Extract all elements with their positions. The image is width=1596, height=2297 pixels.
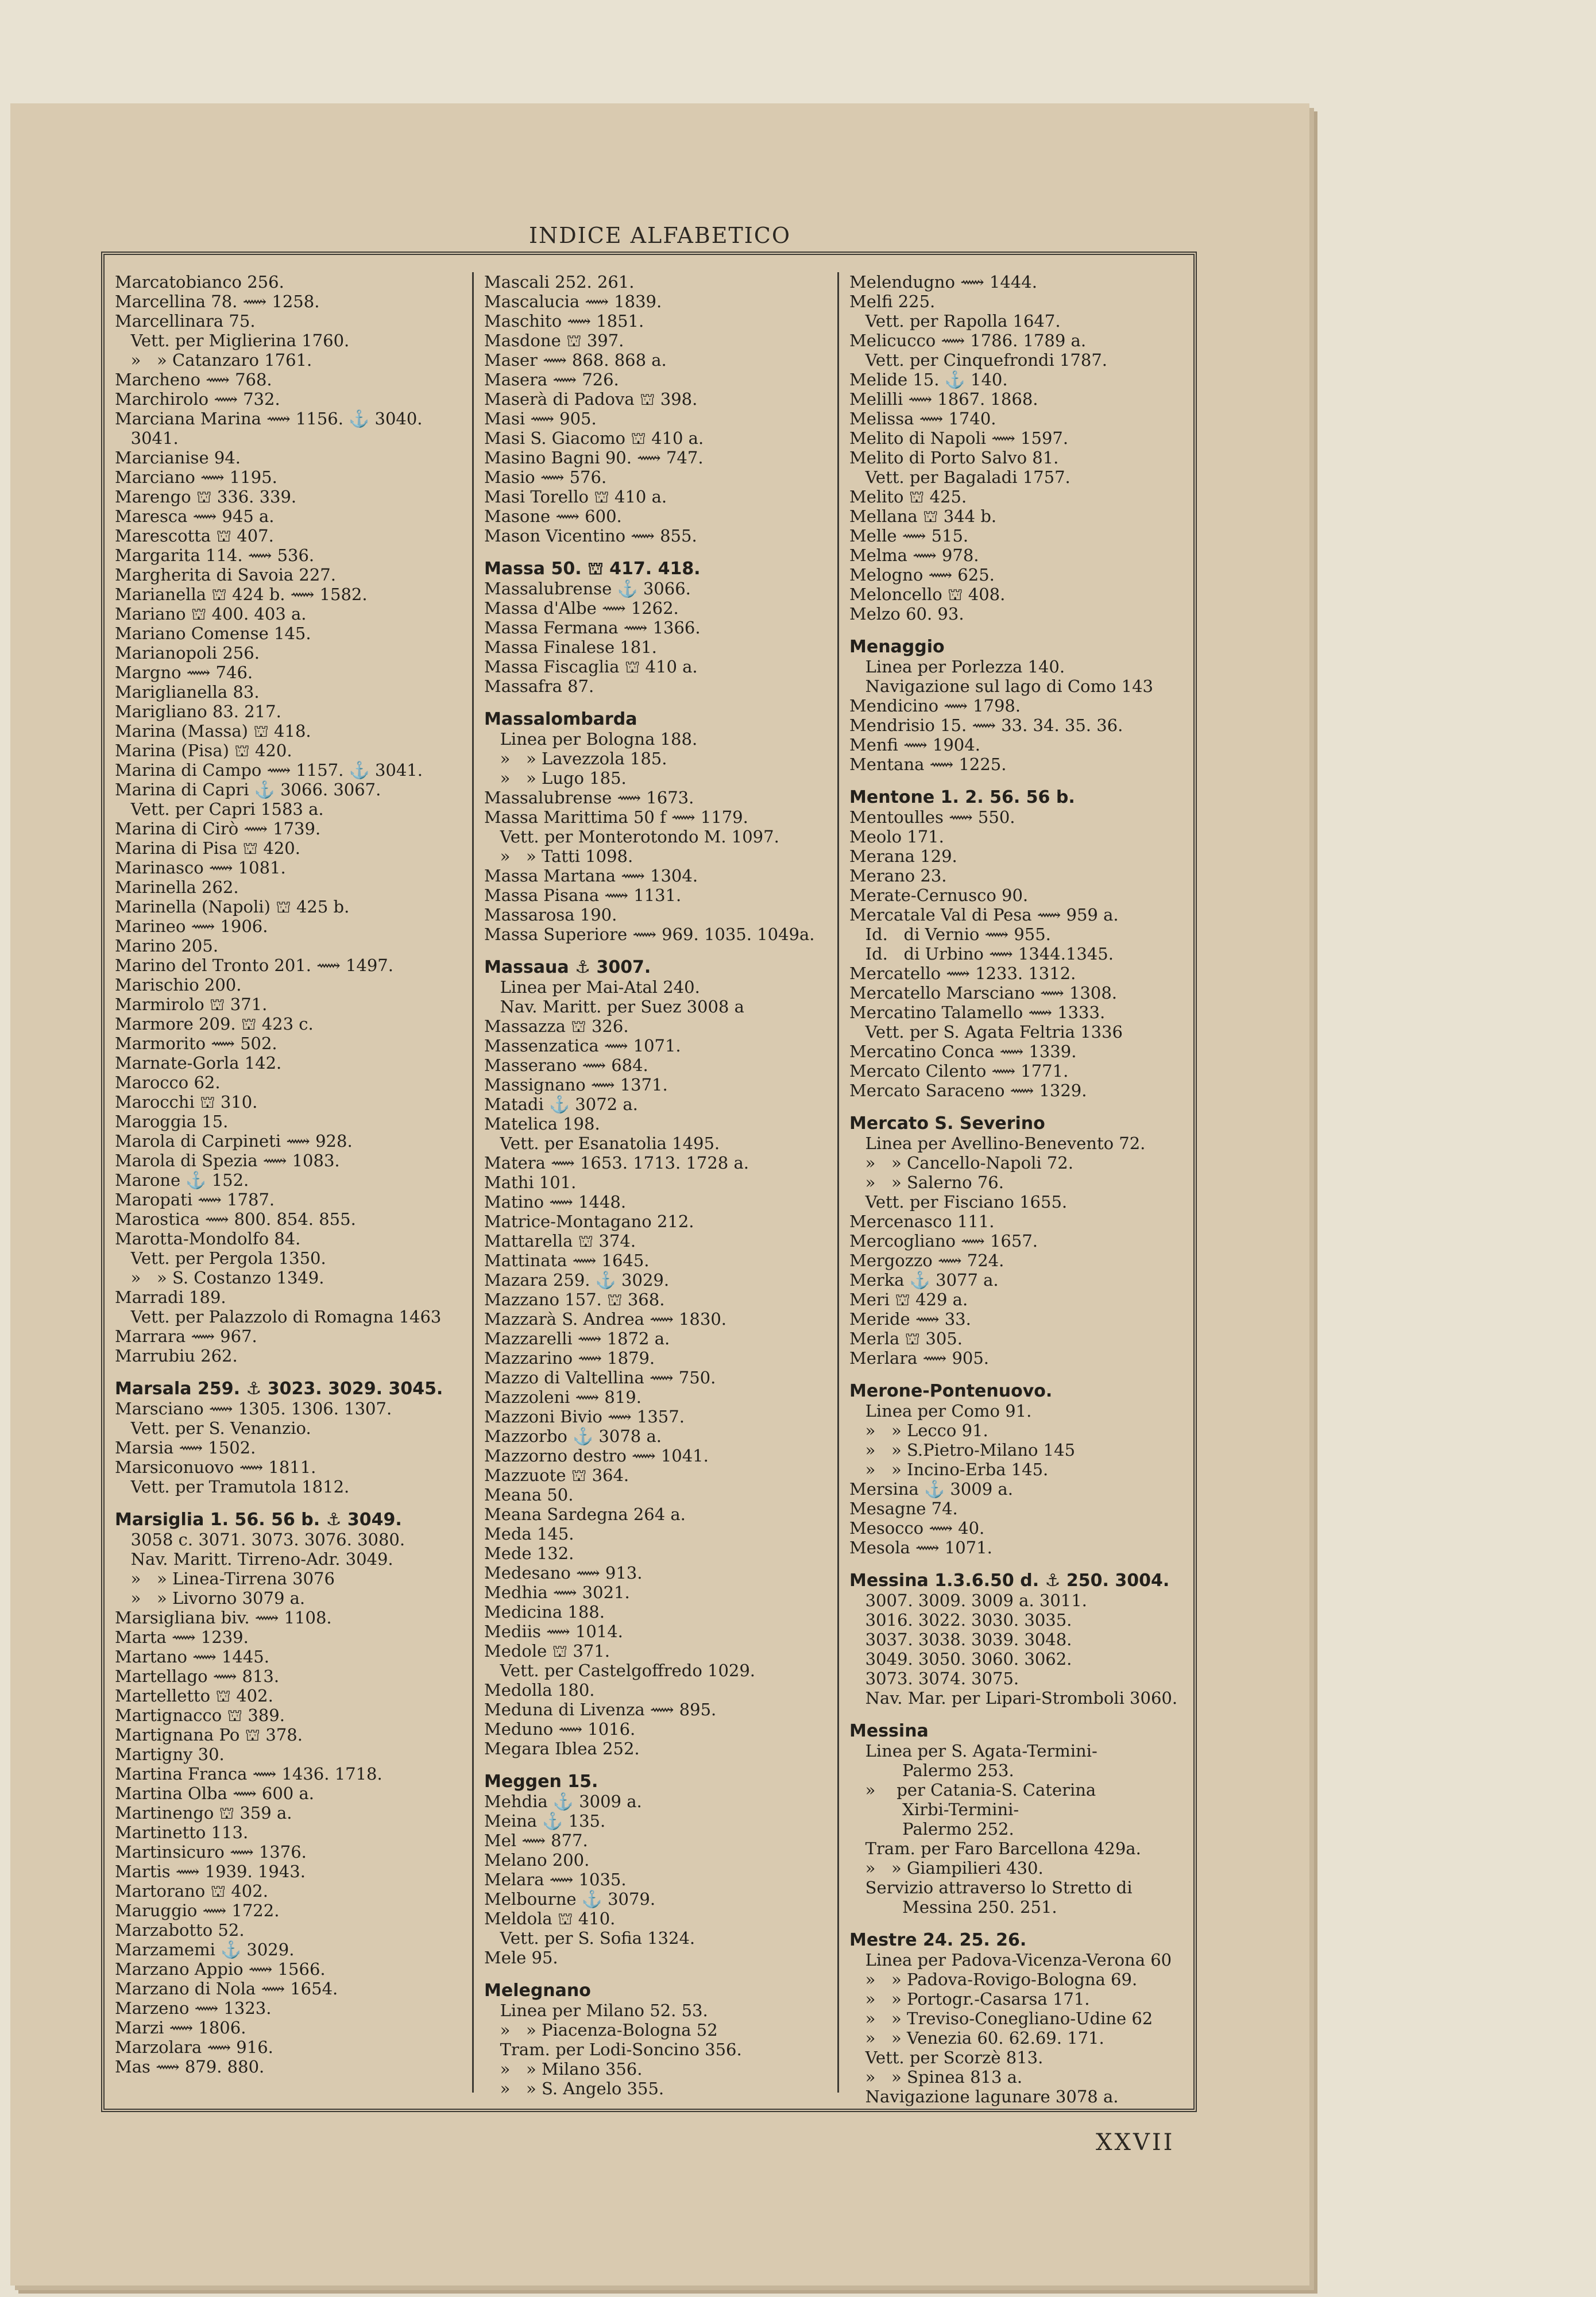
index-entry: Marinella (Napoli) ⛫ 425 b.	[115, 897, 350, 917]
index-entry: Linea per S. Agata-Termini-	[849, 1741, 1098, 1761]
index-entry: Mehdia ⚓ 3009 a.	[484, 1792, 642, 1811]
index-entry: Marzi ⟿ 1806.	[115, 2018, 246, 2037]
index-entry: Massalombarda	[484, 709, 637, 729]
index-entry: Vett. per Bagaladi 1757.	[849, 467, 1071, 487]
index-column-2	[472, 272, 834, 2098]
index-entry: Massa Superiore ⟿ 969. 1035. 1049a.	[484, 925, 815, 944]
index-entry: Massignano ⟿ 1371.	[484, 1075, 668, 1095]
index-entry: Vett. per Cinquefrondi 1787.	[849, 350, 1108, 370]
index-entry: Mazzarelli ⟿ 1872 a.	[484, 1329, 670, 1348]
index-entry: Marsiglia 1. 56. 56 b. ⚓ 3049.	[115, 1510, 402, 1530]
index-entry: 3041.	[115, 428, 179, 448]
index-entry: Marola di Spezia ⟿ 1083.	[115, 1151, 340, 1170]
index-entry: Messina 250. 251.	[849, 1897, 1057, 1917]
index-entry: Margarita 114. ⟿ 536.	[115, 546, 315, 565]
index-entry: Marina di Cirò ⟿ 1739.	[115, 819, 321, 838]
index-entry: Marocco 62.	[115, 1073, 221, 1092]
index-entry: Melissa ⟿ 1740.	[849, 409, 996, 428]
index-entry: Marostica ⟿ 800. 854. 855.	[115, 1209, 356, 1229]
index-entry: Marmorito ⟿ 502.	[115, 1034, 277, 1053]
index-entry: Massa Marittima 50 f ⟿ 1179.	[484, 807, 748, 827]
index-entry: Navigazione lagunare 3078 a.	[849, 2087, 1119, 2106]
index-entry: Marzano Appio ⟿ 1566.	[115, 1959, 326, 1979]
index-entry: Melilli ⟿ 1867. 1868.	[849, 389, 1038, 409]
index-entry: » » Catanzaro 1761.	[115, 350, 312, 370]
index-entry: Mersina ⚓ 3009 a.	[849, 1479, 1013, 1499]
index-entry: Marzabotto 52.	[115, 1920, 245, 1940]
index-entry: Mattinata ⟿ 1645.	[484, 1251, 650, 1270]
index-entry: 3037. 3038. 3039. 3048.	[849, 1630, 1072, 1649]
book-page	[10, 103, 1309, 2286]
index-entry: Mazara 259. ⚓ 3029.	[484, 1270, 670, 1290]
index-entry: Medolla 180.	[484, 1680, 595, 1700]
index-entry: Vett. per Tramutola 1812.	[115, 1477, 350, 1496]
index-entry: Massa Fiscaglia ⛫ 410 a.	[484, 657, 698, 676]
index-entry: » » Incino-Erba 145.	[849, 1460, 1049, 1479]
index-entry: Matelica 198.	[484, 1114, 600, 1134]
index-entry: Martina Franca ⟿ 1436. 1718.	[115, 1764, 382, 1784]
index-entry: Marradi 189.	[115, 1287, 226, 1307]
index-entry: Martinengo ⛫ 359 a.	[115, 1803, 292, 1823]
index-entry: Id. di Urbino ⟿ 1344.1345.	[849, 944, 1114, 964]
index-entry: Marola di Carpineti ⟿ 928.	[115, 1131, 353, 1151]
index-entry: Marnate-Gorla 142.	[115, 1053, 282, 1073]
index-entry: Xirbi-Termini-	[849, 1800, 1019, 1819]
index-entry: Medesano ⟿ 913.	[484, 1563, 643, 1583]
index-entry: Massazza ⛫ 326.	[484, 1016, 629, 1036]
index-entry: Medicina 188.	[484, 1602, 605, 1622]
index-entry: Melzo 60. 93.	[849, 604, 964, 624]
index-entry: Navigazione sul lago di Como 143	[849, 676, 1153, 696]
index-entry: Merka ⚓ 3077 a.	[849, 1270, 999, 1290]
index-entry: Marinasco ⟿ 1081.	[115, 858, 286, 877]
index-entry: » » Linea-Tirrena 3076	[115, 1569, 335, 1588]
index-entry: Mellana ⛫ 344 b.	[849, 506, 997, 526]
index-entry: Mariano ⛫ 400. 403 a.	[115, 604, 307, 624]
index-entry: » » Lecco 91.	[849, 1421, 988, 1440]
index-entry: Marina (Massa) ⛫ 418.	[115, 721, 311, 741]
index-entry: Marigliano 83. 217.	[115, 702, 281, 721]
index-entry: Mel ⟿ 877.	[484, 1831, 588, 1850]
index-entry: Massenzatica ⟿ 1071.	[484, 1036, 681, 1055]
index-entry: Mercatello ⟿ 1233. 1312.	[849, 964, 1076, 983]
index-entry: Nav. Maritt. Tirreno-Adr. 3049.	[115, 1549, 393, 1569]
index-entry: Palermo 253.	[849, 1761, 1014, 1780]
index-entry: » » Venezia 60. 62.69. 171.	[849, 2028, 1104, 2048]
index-entry: Masserano ⟿ 684.	[484, 1055, 648, 1075]
index-entry: Martinetto 113.	[115, 1823, 249, 1842]
index-entry: Massaua ⚓ 3007.	[484, 957, 651, 977]
index-entry: Mentoulles ⟿ 550.	[849, 807, 1015, 827]
index-entry: Marzolara ⟿ 916.	[115, 2037, 273, 2057]
index-entry: » » Lavezzola 185.	[484, 749, 667, 768]
index-entry: Linea per Padova-Vicenza-Verona 60	[849, 1950, 1172, 1970]
index-column-1	[105, 272, 469, 2093]
index-entry: Vett. per Fisciano 1655.	[849, 1192, 1068, 1212]
index-entry: » » Salerno 76.	[849, 1173, 1004, 1192]
index-entry: Melfi 225.	[849, 292, 936, 311]
index-entry: Martignacco ⛫ 389.	[115, 1706, 285, 1725]
index-entry: Mesola ⟿ 1071.	[849, 1538, 992, 1557]
index-entry: Masi ⟿ 905.	[484, 409, 597, 428]
index-entry: Marmirolo ⛫ 371.	[115, 995, 268, 1014]
index-entry: Merana 129.	[849, 846, 957, 866]
index-entry: Massa Martana ⟿ 1304.	[484, 866, 698, 885]
index-entry: Masi Torello ⛫ 410 a.	[484, 487, 667, 506]
index-entry: Mazzo di Valtellina ⟿ 750.	[484, 1368, 716, 1387]
index-entry: Merla ⛫ 305.	[849, 1329, 963, 1348]
index-entry: Vett. per Capri 1583 a.	[115, 799, 324, 819]
index-entry: Mariano Comense 145.	[115, 624, 311, 643]
index-entry: 3058 c. 3071. 3073. 3076. 3080.	[115, 1530, 405, 1549]
index-entry: Melbourne ⚓ 3079.	[484, 1889, 656, 1909]
index-entry: Meana 50.	[484, 1485, 574, 1505]
index-entry: Mercato Cilento ⟿ 1771.	[849, 1061, 1069, 1081]
index-entry: Vett. per Miglierina 1760.	[115, 331, 350, 350]
index-entry: Marsigliana biv. ⟿ 1108.	[115, 1608, 332, 1627]
index-entry: Masio ⟿ 576.	[484, 467, 607, 487]
index-entry: Melano 200.	[484, 1850, 590, 1870]
index-entry: Merate-Cernusco 90.	[849, 885, 1029, 905]
index-entry: 3016. 3022. 3030. 3035.	[849, 1610, 1072, 1630]
index-entry: Masera ⟿ 726.	[484, 370, 619, 389]
index-entry: Marciana Marina ⟿ 1156. ⚓ 3040.	[115, 409, 423, 428]
index-entry: Maser ⟿ 868. 868 a.	[484, 350, 667, 370]
index-entry: Linea per Porlezza 140.	[849, 657, 1065, 676]
index-entry: Mason Vicentino ⟿ 855.	[484, 526, 697, 546]
index-entry: Marmore 209. ⛫ 423 c.	[115, 1014, 314, 1034]
index-entry: Tram. per Faro Barcellona 429a.	[849, 1839, 1141, 1858]
index-entry: Marino del Tronto 201. ⟿ 1497.	[115, 956, 393, 975]
index-entry: » » Tatti 1098.	[484, 846, 633, 866]
index-entry: Marengo ⛫ 336. 339.	[115, 487, 297, 506]
index-entry: Mercatale Val di Pesa ⟿ 959 a.	[849, 905, 1119, 925]
index-entry: Meri ⛫ 429 a.	[849, 1290, 968, 1309]
index-entry: Massa d'Albe ⟿ 1262.	[484, 598, 679, 618]
index-entry: Medole ⛫ 371.	[484, 1641, 610, 1661]
index-entry: Massa Fermana ⟿ 1366.	[484, 618, 701, 637]
index-entry: Maserà di Padova ⛫ 398.	[484, 389, 698, 409]
index-entry: Marineo ⟿ 1906.	[115, 917, 268, 936]
index-entry: Mazzorno destro ⟿ 1041.	[484, 1446, 709, 1465]
index-entry: Mesagne 74.	[849, 1499, 958, 1518]
index-entry: Linea per Bologna 188.	[484, 729, 698, 749]
index-entry: Maschito ⟿ 1851.	[484, 311, 644, 331]
index-entry: Messina	[849, 1721, 929, 1741]
index-entry: Marsala 259. ⚓ 3023. 3029. 3045.	[115, 1379, 443, 1399]
index-entry: » per Catania-S. Caterina	[849, 1780, 1096, 1800]
index-entry: Mazzarà S. Andrea ⟿ 1830.	[484, 1309, 727, 1329]
index-entry: Mathi 101.	[484, 1173, 577, 1192]
index-entry: Marina di Capri ⚓ 3066. 3067.	[115, 780, 381, 799]
index-entry: Maroggia 15.	[115, 1112, 229, 1131]
index-entry: Mercato Saraceno ⟿ 1329.	[849, 1081, 1087, 1100]
index-table	[101, 252, 1197, 2112]
index-entry: Linea per Mai-Atal 240.	[484, 977, 700, 997]
index-entry: Marischio 200.	[115, 975, 242, 995]
index-entry: Marcellinara 75.	[115, 311, 256, 331]
index-entry: Matino ⟿ 1448.	[484, 1192, 627, 1212]
index-entry: Marinella 262.	[115, 877, 239, 897]
index-entry: Marrubiu 262.	[115, 1346, 238, 1366]
index-entry: Mercogliano ⟿ 1657.	[849, 1231, 1038, 1251]
index-entry: Massa Pisana ⟿ 1131.	[484, 885, 682, 905]
index-entry: Meina ⚓ 135.	[484, 1811, 606, 1831]
index-entry: Marcellina 78. ⟿ 1258.	[115, 292, 320, 311]
index-entry: » » S. Costanzo 1349.	[115, 1268, 324, 1287]
index-entry: Meldola ⛫ 410.	[484, 1909, 616, 1928]
index-entry: » » Padova-Rovigo-Bologna 69.	[849, 1970, 1138, 1989]
index-entry: » » S.Pietro-Milano 145	[849, 1440, 1076, 1460]
index-entry: Merlara ⟿ 905.	[849, 1348, 990, 1368]
index-entry: Melito ⛫ 425.	[849, 487, 967, 506]
index-entry: Masino Bagni 90. ⟿ 747.	[484, 448, 704, 467]
index-entry: Matadi ⚓ 3072 a.	[484, 1095, 638, 1114]
index-entry: Marchirolo ⟿ 732.	[115, 389, 280, 409]
index-entry: Melito di Napoli ⟿ 1597.	[849, 428, 1069, 448]
index-entry: Mele 95.	[484, 1948, 558, 1967]
index-entry: Meggen 15.	[484, 1772, 598, 1792]
index-entry: Marciano ⟿ 1195.	[115, 467, 277, 487]
index-entry: Marino 205.	[115, 936, 219, 956]
index-entry: Martinsicuro ⟿ 1376.	[115, 1842, 307, 1862]
index-entry: Marianella ⛫ 424 b. ⟿ 1582.	[115, 585, 368, 604]
index-entry: Masdone ⛫ 397.	[484, 331, 624, 350]
index-entry: Vett. per Castelgoffredo 1029.	[484, 1661, 756, 1680]
index-entry: Masone ⟿ 600.	[484, 506, 622, 526]
index-entry: Martina Olba ⟿ 600 a.	[115, 1784, 314, 1803]
index-entry: Maruggio ⟿ 1722.	[115, 1901, 280, 1920]
index-entry: » » Piacenza-Bologna 52	[484, 2020, 718, 2040]
index-entry: Tram. per Lodi-Soncino 356.	[484, 2040, 742, 2059]
index-entry: Mazzarino ⟿ 1879.	[484, 1348, 655, 1368]
index-entry: Marrara ⟿ 967.	[115, 1327, 257, 1346]
index-entry: » » Portogr.-Casarsa 171.	[849, 1989, 1090, 2009]
index-entry: » » Treviso-Conegliano-Udine 62	[849, 2009, 1153, 2028]
index-entry: Marone ⚓ 152.	[115, 1170, 249, 1190]
index-entry: Marzeno ⟿ 1323.	[115, 1998, 272, 2018]
index-entry: Vett. per Palazzolo di Romagna 1463	[115, 1307, 442, 1327]
index-entry: Marianopoli 256.	[115, 643, 260, 663]
index-entry: Martignana Po ⛫ 378.	[115, 1725, 303, 1745]
index-entry: Marescotta ⛫ 407.	[115, 526, 274, 546]
index-entry: Mestre 24. 25. 26.	[849, 1930, 1027, 1950]
index-entry: Mede 132.	[484, 1544, 574, 1563]
index-entry: Marina (Pisa) ⛫ 420.	[115, 741, 292, 760]
index-entry: Mazzorbo ⚓ 3078 a.	[484, 1426, 662, 1446]
index-entry: Melogno ⟿ 625.	[849, 565, 995, 585]
index-entry: Mariglianella 83.	[115, 682, 260, 702]
index-entry: Massarosa 190.	[484, 905, 617, 925]
index-entry: Massalubrense ⚓ 3066.	[484, 579, 691, 598]
index-entry: Mendicino ⟿ 1798.	[849, 696, 1021, 716]
index-entry: Palermo 252.	[849, 1819, 1014, 1839]
index-entry: Melicucco ⟿ 1786. 1789 a.	[849, 331, 1087, 350]
index-entry: Mentana ⟿ 1225.	[849, 755, 1007, 774]
index-entry: Linea per Milano 52. 53.	[484, 2001, 708, 2020]
index-entry: Vett. per S. Sofia 1324.	[484, 1928, 695, 1948]
index-entry: Messina 1.3.6.50 d. ⚓ 250. 3004.	[849, 1571, 1170, 1591]
index-entry: Servizio attraverso lo Stretto di	[849, 1878, 1133, 1897]
index-entry: Mendrisio 15. ⟿ 33. 34. 35. 36.	[849, 716, 1123, 735]
index-entry: Mentone 1. 2. 56. 56 b.	[849, 787, 1075, 807]
index-entry: Marcatobianco 256.	[115, 272, 284, 292]
index-entry: Martelletto ⛫ 402.	[115, 1686, 273, 1706]
index-entry: Meda 145.	[484, 1524, 574, 1544]
index-entry: Masi S. Giacomo ⛫ 410 a.	[484, 428, 704, 448]
index-entry: Melegnano	[484, 1981, 591, 2001]
index-entry: Martigny 30.	[115, 1745, 225, 1764]
index-entry: Massa Finalese 181.	[484, 637, 657, 657]
index-entry: Marsciano ⟿ 1305. 1306. 1307.	[115, 1399, 392, 1418]
index-entry: Id. di Vernio ⟿ 955.	[849, 925, 1051, 944]
index-entry: Vett. per Monterotondo M. 1097.	[484, 827, 779, 846]
index-entry: Marzamemi ⚓ 3029.	[115, 1940, 295, 1959]
index-entry: Merano 23.	[849, 866, 947, 885]
index-entry: Mediis ⟿ 1014.	[484, 1622, 623, 1641]
index-entry: Massalubrense ⟿ 1673.	[484, 788, 694, 807]
index-entry: Megara Iblea 252.	[484, 1739, 640, 1758]
index-entry: Maresca ⟿ 945 a.	[115, 506, 275, 526]
page-number: XXVII	[1096, 2129, 1175, 2156]
index-entry: Melide 15. ⚓ 140.	[849, 370, 1008, 389]
index-entry: Melendugno ⟿ 1444.	[849, 272, 1037, 292]
index-entry: Matera ⟿ 1653. 1713. 1728 a.	[484, 1153, 749, 1173]
index-entry: Mercato S. Severino	[849, 1113, 1045, 1134]
index-entry: Vett. per Pergola 1350.	[115, 1248, 326, 1268]
index-entry: Marotta-Mondolfo 84.	[115, 1229, 301, 1248]
index-entry: Marta ⟿ 1239.	[115, 1627, 249, 1647]
index-entry: Mascali 252. 261.	[484, 272, 635, 292]
index-entry: Marsiconuovo ⟿ 1811.	[115, 1457, 316, 1477]
index-entry: Meolo 171.	[849, 827, 944, 846]
index-entry: Melma ⟿ 978.	[849, 546, 979, 565]
index-entry: Menfi ⟿ 1904.	[849, 735, 980, 755]
index-entry: Mas ⟿ 879. 880.	[115, 2057, 265, 2076]
index-entry: Menaggio	[849, 637, 945, 657]
index-entry: Vett. per Scorzè 813.	[849, 2048, 1044, 2067]
index-entry: Martano ⟿ 1445.	[115, 1647, 269, 1666]
index-entry: Meride ⟿ 33.	[849, 1309, 971, 1329]
index-entry: Marcheno ⟿ 768.	[115, 370, 272, 389]
index-entry: Meloncello ⛫ 408.	[849, 585, 1006, 604]
index-entry: Marzano di Nola ⟿ 1654.	[115, 1979, 338, 1998]
index-entry: Maropati ⟿ 1787.	[115, 1190, 275, 1209]
index-entry: Margherita di Savoia 227.	[115, 565, 336, 585]
index-entry: Mazzoni Bivio ⟿ 1357.	[484, 1407, 685, 1426]
index-entry: Massafra 87.	[484, 676, 594, 696]
index-entry: Melara ⟿ 1035.	[484, 1870, 627, 1889]
index-entry: Margno ⟿ 746.	[115, 663, 253, 682]
index-entry: Melle ⟿ 515.	[849, 526, 969, 546]
index-entry: Mascalucia ⟿ 1839.	[484, 292, 662, 311]
index-entry: » » Livorno 3079 a.	[115, 1588, 306, 1608]
index-entry: Mazzano 157. ⛫ 368.	[484, 1290, 665, 1309]
index-entry: Marina di Pisa ⛫ 420.	[115, 838, 300, 858]
index-entry: Meana Sardegna 264 a.	[484, 1505, 686, 1524]
index-entry: Linea per Como 91.	[849, 1401, 1032, 1421]
index-entry: Marsia ⟿ 1502.	[115, 1438, 256, 1457]
index-entry: Vett. per S. Agata Feltria 1336	[849, 1022, 1123, 1042]
page-title: INDICE ALFABETICO	[528, 223, 791, 248]
index-entry: Mercatello Marsciano ⟿ 1308.	[849, 983, 1117, 1003]
index-entry: Mercenasco 111.	[849, 1212, 995, 1231]
index-entry: Mazzuote ⛫ 364.	[484, 1465, 629, 1485]
index-entry: » » Cancello-Napoli 72.	[849, 1153, 1073, 1173]
index-entry: 3007. 3009. 3009 a. 3011.	[849, 1591, 1087, 1610]
index-entry: Marocchi ⛫ 310.	[115, 1092, 258, 1112]
index-entry: Meduno ⟿ 1016.	[484, 1719, 636, 1739]
index-entry: Meduna di Livenza ⟿ 895.	[484, 1700, 717, 1719]
index-entry: Marina di Campo ⟿ 1157. ⚓ 3041.	[115, 760, 423, 780]
index-entry: » » Spinea 813 a.	[849, 2067, 1023, 2087]
index-entry: » » S. Angelo 355.	[484, 2079, 664, 2098]
index-entry: Mazzoleni ⟿ 819.	[484, 1387, 642, 1407]
index-entry: Mergozzo ⟿ 724.	[849, 1251, 1004, 1270]
index-entry: Mesocco ⟿ 40.	[849, 1518, 985, 1538]
index-entry: Matrice-Montagano 212.	[484, 1212, 694, 1231]
index-entry: Vett. per Rapolla 1647.	[849, 311, 1061, 331]
index-entry: Vett. per S. Venanzio.	[115, 1418, 311, 1438]
index-entry: Martis ⟿ 1939. 1943.	[115, 1862, 306, 1881]
index-entry: Vett. per Esanatolia 1495.	[484, 1134, 720, 1153]
index-entry: Mercatino Conca ⟿ 1339.	[849, 1042, 1077, 1061]
index-entry: Mercatino Talamello ⟿ 1333.	[849, 1003, 1106, 1022]
index-entry: » » Giampilieri 430.	[849, 1858, 1044, 1878]
index-entry: Mattarella ⛫ 374.	[484, 1231, 636, 1251]
index-entry: Medhia ⟿ 3021.	[484, 1583, 630, 1602]
index-entry: 3073. 3074. 3075.	[849, 1669, 1019, 1688]
index-entry: Linea per Avellino-Benevento 72.	[849, 1134, 1146, 1153]
index-entry: » » Lugo 185.	[484, 768, 627, 788]
index-entry: Massa 50. ⛫ 417. 418.	[484, 559, 701, 579]
index-entry: Merone-Pontenuovo.	[849, 1381, 1053, 1401]
index-entry: » » Milano 356.	[484, 2059, 643, 2079]
index-entry: Martorano ⛫ 402.	[115, 1881, 268, 1901]
index-entry: 3049. 3050. 3060. 3062.	[849, 1649, 1072, 1669]
index-entry: Marcianise 94.	[115, 448, 241, 467]
index-entry: Martellago ⟿ 813.	[115, 1666, 280, 1686]
index-column-3	[837, 272, 1193, 2106]
index-entry: Melito di Porto Salvo 81.	[849, 448, 1059, 467]
index-entry: Nav. Maritt. per Suez 3008 a	[484, 997, 744, 1016]
index-entry: Nav. Mar. per Lipari-Stromboli 3060.	[849, 1688, 1178, 1708]
